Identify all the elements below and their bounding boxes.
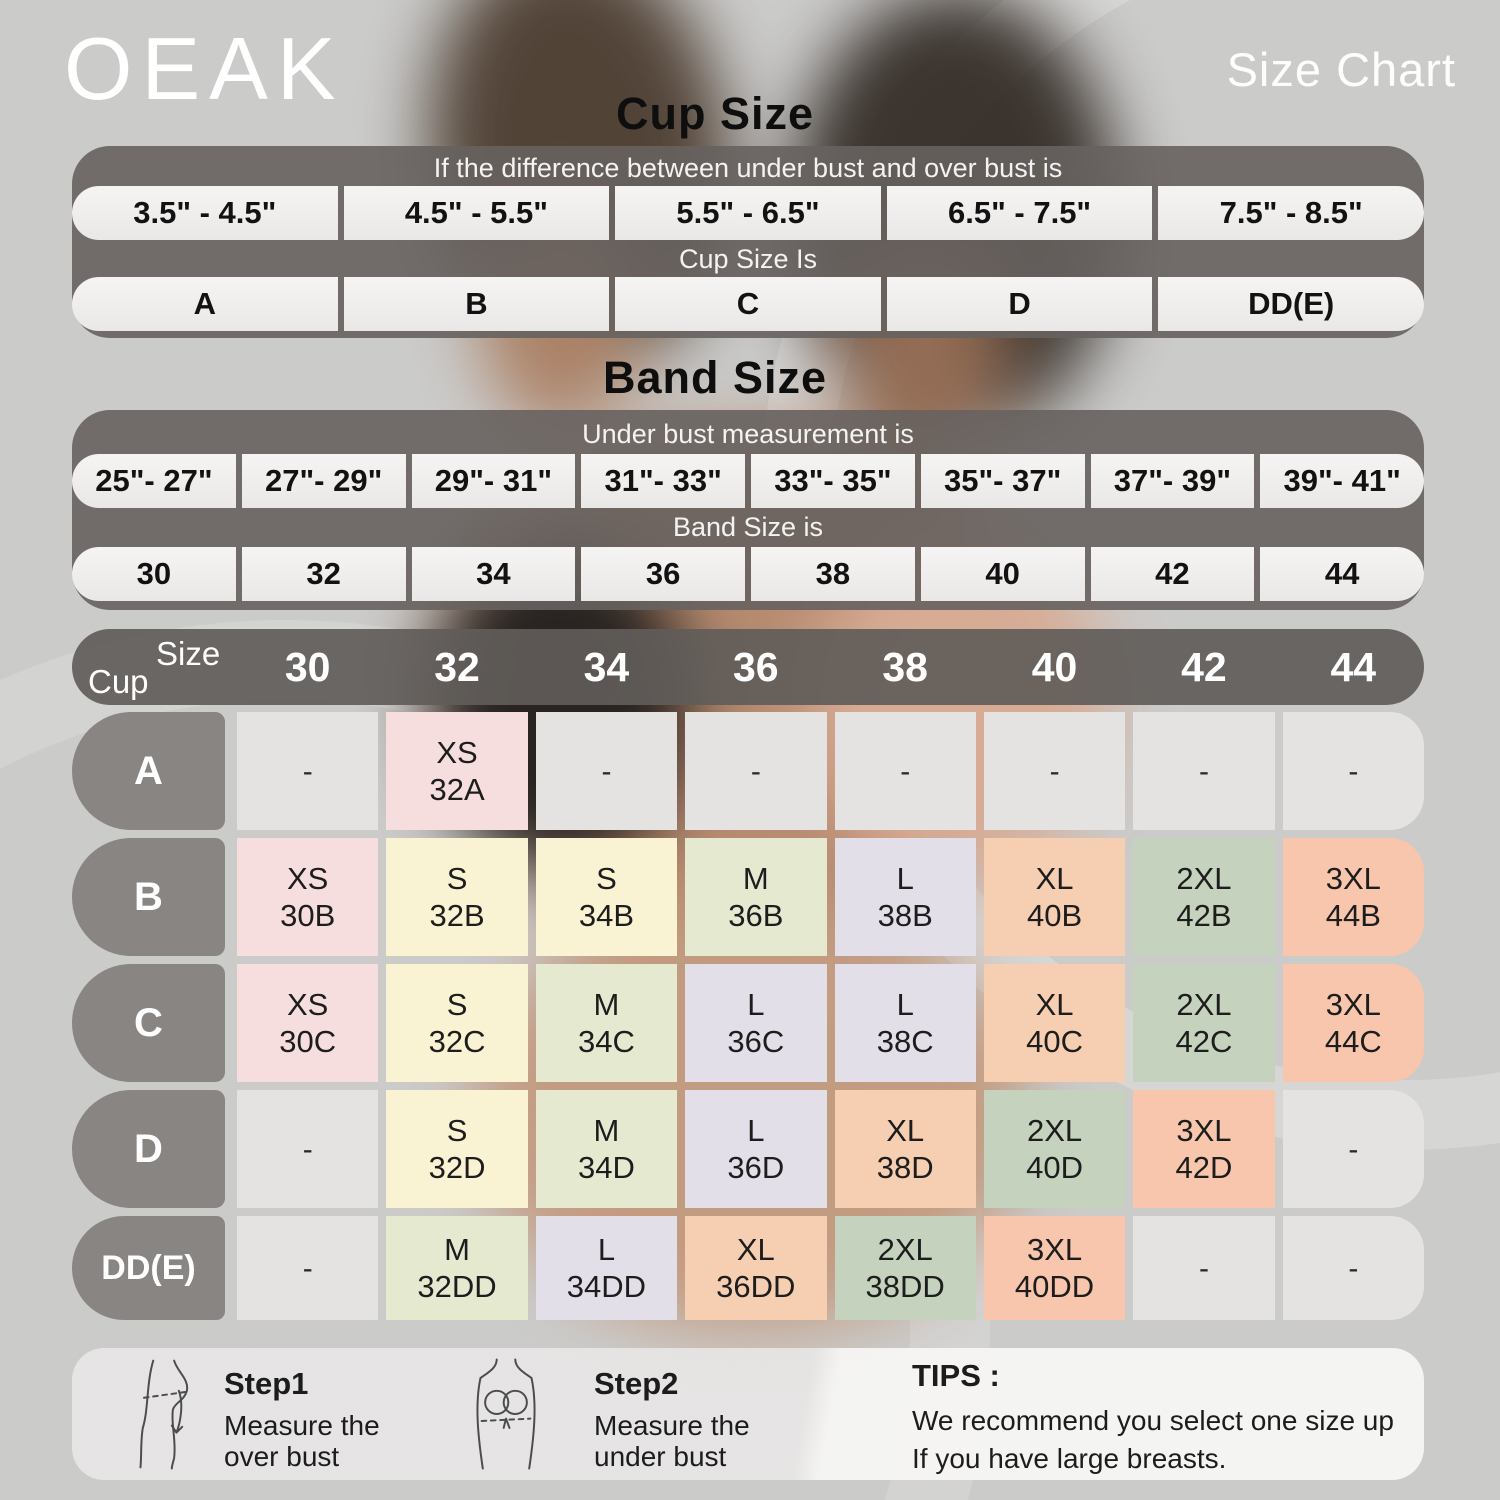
cup-size-heading: Cup Size: [615, 88, 815, 139]
cup-row-label: A: [72, 712, 225, 830]
size-cell: S 32C: [386, 964, 527, 1082]
empty-cell: -: [237, 712, 378, 830]
size-cell: 3XL 40DD: [984, 1216, 1125, 1320]
matrix-column-header: 42: [1181, 643, 1227, 690]
empty-cell: -: [536, 712, 677, 830]
size-cell: 3XL 42D: [1133, 1090, 1274, 1208]
size-cell: 2XL 42B: [1133, 838, 1274, 956]
size-cell: XS 30B: [237, 838, 378, 956]
matrix-column-headers: [237, 629, 1424, 705]
step1-block: [224, 1366, 380, 1472]
corner-cup-label: Cup: [88, 663, 149, 700]
matrix-column-header: 32: [434, 643, 480, 690]
brand-logo: OEAK: [64, 19, 345, 118]
tips-line1: We recommend you select one size up: [912, 1405, 1394, 1436]
cup-range-pill: 6.5" - 7.5": [887, 186, 1153, 240]
band-number-pill: 32: [242, 547, 406, 601]
footer: [72, 1348, 1424, 1480]
size-cell: XL 40C: [984, 964, 1125, 1082]
matrix-row-A: [72, 712, 1424, 830]
band-number-pill: 38: [751, 547, 915, 601]
matrix-column-header: 44: [1330, 643, 1377, 690]
band-size-table: [72, 410, 1424, 610]
band-number-row: [72, 547, 1424, 601]
cup-row-label: B: [72, 838, 225, 956]
size-cell: L 38B: [835, 838, 976, 956]
size-cell: 3XL 44C: [1283, 964, 1424, 1082]
size-cell: 2XL 42C: [1133, 964, 1274, 1082]
matrix-column-header: 36: [733, 643, 779, 690]
band-condition-header: Under bust measurement is: [582, 418, 914, 449]
band-range-pill: 37"- 39": [1091, 454, 1255, 508]
matrix-corner-label: [72, 629, 237, 705]
size-cell: XL 36DD: [685, 1216, 826, 1320]
cup-range-pill: 4.5" - 5.5": [344, 186, 610, 240]
cup-letter-row: [72, 277, 1424, 331]
size-cell: S 34B: [536, 838, 677, 956]
band-number-pill: 34: [412, 547, 576, 601]
tips-block: [912, 1358, 1394, 1478]
band-number-pill: 44: [1260, 547, 1424, 601]
cup-row-label: D: [72, 1090, 225, 1208]
step2-label: Step2: [594, 1366, 679, 1401]
empty-cell: -: [1283, 1090, 1424, 1208]
band-range-pill: 25"- 27": [72, 454, 236, 508]
size-cell: M 32DD: [386, 1216, 527, 1320]
empty-cell: -: [1283, 1216, 1424, 1320]
measure-over-bust-icon: [124, 1356, 208, 1472]
cup-result-header: Cup Size Is: [678, 243, 818, 274]
cup-range-pill: 5.5" - 6.5": [615, 186, 881, 240]
size-cell: XS 32A: [386, 712, 527, 830]
band-number-pill: 42: [1091, 547, 1255, 601]
empty-cell: -: [984, 712, 1125, 830]
cup-letter-pill: D: [887, 277, 1153, 331]
size-cell: S 32D: [386, 1090, 527, 1208]
matrix-column-header: 34: [583, 643, 630, 690]
matrix-column-header: 30: [284, 643, 331, 690]
step1-label: Step1: [224, 1366, 309, 1401]
empty-cell: -: [1133, 1216, 1274, 1320]
band-number-pill: 40: [921, 547, 1085, 601]
cup-range-row: [72, 186, 1424, 240]
band-range-pill: 33"- 35": [751, 454, 915, 508]
empty-cell: -: [835, 712, 976, 830]
band-number-pill: 30: [72, 547, 236, 601]
size-cell: XL 38D: [835, 1090, 976, 1208]
cup-row-label: C: [72, 964, 225, 1082]
empty-cell: -: [237, 1216, 378, 1320]
step1-line1: Measure the: [224, 1410, 380, 1441]
matrix-row-DD(E): [72, 1216, 1424, 1320]
size-cell: S 32B: [386, 838, 527, 956]
band-range-pill: 39"- 41": [1260, 454, 1424, 508]
size-cell: XS 30C: [237, 964, 378, 1082]
band-size-heading: Band Size: [602, 352, 828, 403]
cup-letter-pill: A: [72, 277, 338, 331]
band-result-header: Band Size is: [672, 512, 824, 543]
measure-under-bust-icon: [464, 1356, 548, 1472]
band-range-row: [72, 454, 1424, 508]
cup-range-pill: 7.5" - 8.5": [1158, 186, 1424, 240]
band-range-pill: 31"- 33": [581, 454, 745, 508]
size-cell: XL 40B: [984, 838, 1125, 956]
cup-letter-pill: C: [615, 277, 881, 331]
step2-block: [594, 1366, 750, 1472]
matrix-row-B: [72, 838, 1424, 956]
cup-condition-header: If the difference between under bust and over bust is: [433, 153, 1063, 184]
size-cell: 2XL 40D: [984, 1090, 1125, 1208]
corner-size-label: Size: [156, 635, 221, 672]
cup-row-label: DD(E): [72, 1216, 225, 1320]
cup-range-pill: 3.5" - 4.5": [72, 186, 338, 240]
matrix-row-D: [72, 1090, 1424, 1208]
matrix-column-header: 38: [882, 643, 928, 690]
matrix-column-header: 40: [1031, 643, 1078, 690]
band-range-pill: 29"- 31": [412, 454, 576, 508]
step2-line1: Measure the: [594, 1410, 750, 1441]
step1-line2: over bust: [224, 1441, 340, 1472]
matrix-row-C: [72, 964, 1424, 1082]
step2-line2: under bust: [594, 1441, 727, 1472]
tips-line2: If you have large breasts.: [912, 1443, 1227, 1474]
size-cell: 3XL 44B: [1283, 838, 1424, 956]
empty-cell: -: [237, 1090, 378, 1208]
cup-letter-pill: DD(E): [1158, 277, 1424, 331]
empty-cell: -: [685, 712, 826, 830]
band-range-pill: 35"- 37": [921, 454, 1085, 508]
band-number-pill: 36: [581, 547, 745, 601]
size-cell: M 34C: [536, 964, 677, 1082]
tips-label: TIPS :: [912, 1358, 1000, 1393]
band-range-pill: 27"- 29": [242, 454, 406, 508]
size-cell: M 34D: [536, 1090, 677, 1208]
size-cell: L 36C: [685, 964, 826, 1082]
page-title: Size Chart: [1226, 43, 1456, 96]
size-cell: M 36B: [685, 838, 826, 956]
empty-cell: -: [1283, 712, 1424, 830]
empty-cell: -: [1133, 712, 1274, 830]
matrix-header: [72, 629, 1424, 705]
size-cell: L 34DD: [536, 1216, 677, 1320]
size-cell: L 38C: [835, 964, 976, 1082]
size-cell: 2XL 38DD: [835, 1216, 976, 1320]
cup-size-table: [72, 146, 1424, 338]
cup-letter-pill: B: [344, 277, 610, 331]
size-cell: L 36D: [685, 1090, 826, 1208]
